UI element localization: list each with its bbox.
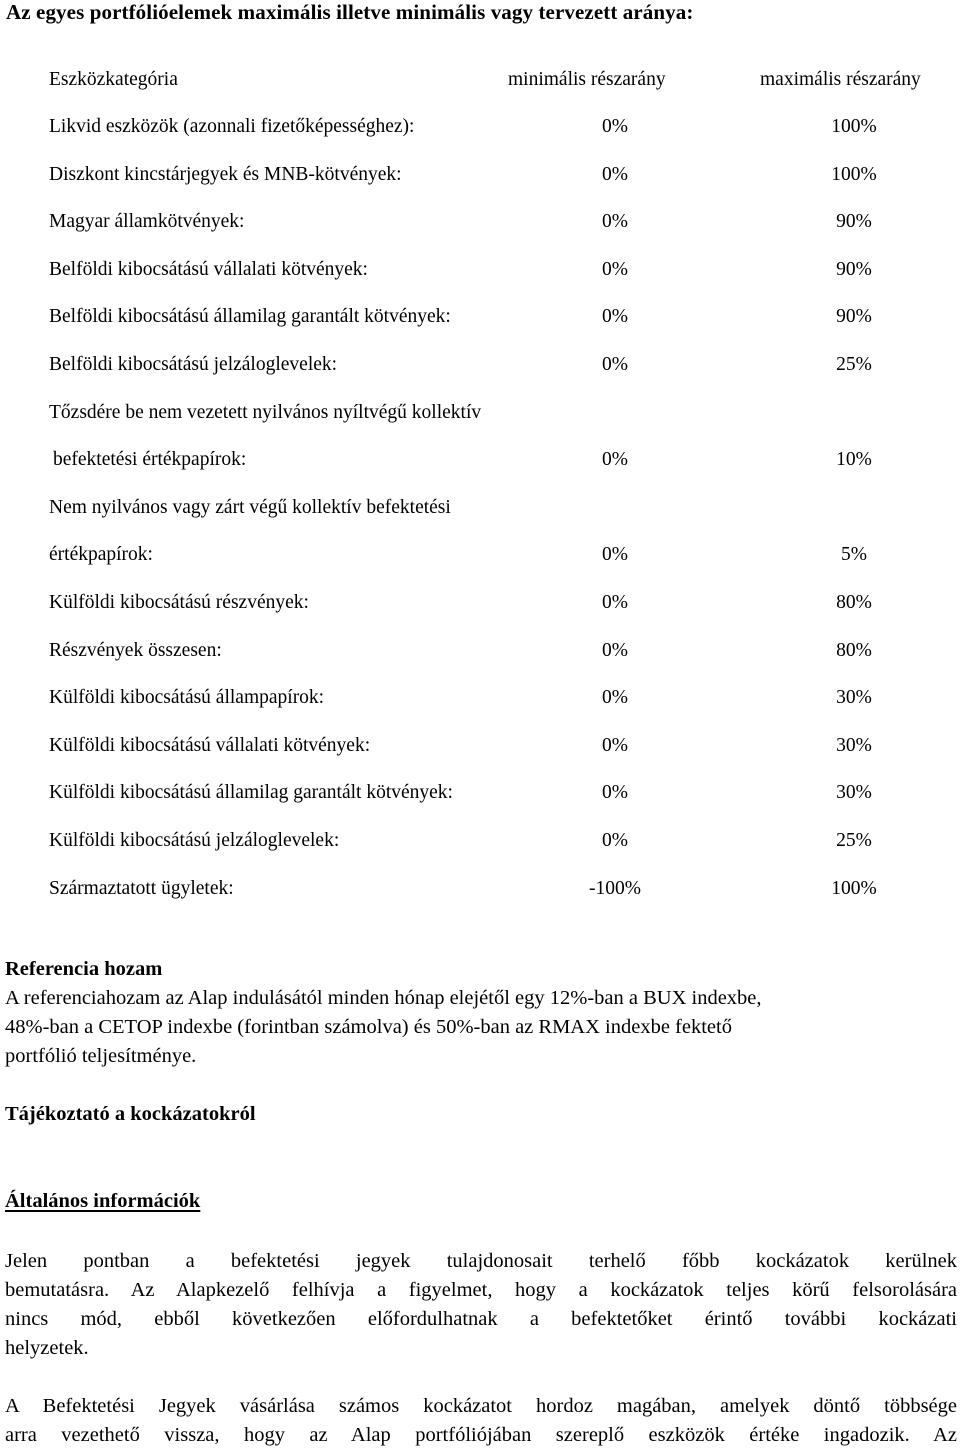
row-label: Tőzsdére be nem vezetett nyilvános nyíltvégű kollektív [49, 402, 482, 423]
row-max: 90% [836, 211, 872, 232]
row-max: 90% [836, 259, 872, 280]
general-heading: Általános információk [5, 1190, 201, 1212]
row-label: Belföldi kibocsátású vállalati kötvények: [49, 259, 368, 280]
row-label: Magyar államkötvények: [49, 211, 245, 232]
row-max: 30% [836, 782, 872, 803]
table-row [0, 497, 960, 521]
table-row [0, 449, 960, 473]
row-label: Külföldi kibocsátású állampapírok: [49, 687, 325, 708]
row-max: 10% [836, 449, 872, 470]
table-row [0, 782, 960, 806]
row-max: 25% [836, 830, 872, 851]
reference-line: 48%-ban a CETOP indexbe (forintban számolva) és 50%-ban az RMAX indexbe fektető [5, 1016, 732, 1038]
table-row [0, 116, 960, 140]
row-min: 0% [602, 782, 628, 803]
row-label: Származtatott ügyletek: [49, 878, 234, 899]
row-label: Külföldi kibocsátású államilag garantált kötvények: [49, 782, 453, 803]
table-row [0, 878, 960, 902]
row-max: 5% [841, 544, 867, 565]
row-min: 0% [602, 449, 628, 470]
row-min: 0% [602, 687, 628, 708]
row-min: 0% [602, 164, 628, 185]
row-max: 100% [831, 878, 877, 899]
row-max: 100% [831, 116, 877, 137]
header-max: maximális részarány [760, 69, 921, 90]
reference-paragraph [5, 984, 957, 1071]
table-row [0, 354, 960, 378]
row-max: 80% [836, 640, 872, 661]
table-row [0, 830, 960, 854]
row-label: Részvények összesen: [49, 640, 222, 661]
row-min: -100% [589, 878, 641, 899]
page-title: Az egyes portfólióelemek maximális illetve minimális vagy tervezett aránya: [6, 0, 694, 24]
row-max: 80% [836, 592, 872, 613]
row-label: Likvid eszközök (azonnali fizetőképességhez): [49, 116, 415, 137]
row-max: 25% [836, 354, 872, 375]
row-max: 90% [836, 306, 872, 327]
table-row [0, 402, 960, 426]
table-row [0, 592, 960, 616]
row-min: 0% [602, 306, 628, 327]
row-max: 30% [836, 735, 872, 756]
table-header-row [0, 69, 960, 93]
table-row [0, 544, 960, 568]
header-category: Eszközkategória [49, 69, 178, 90]
table-row [0, 687, 960, 711]
general-line: nincs mód, ebből következően előfordulhatnak a befektetőket érintő további kockázati [5, 1308, 957, 1330]
row-min: 0% [602, 735, 628, 756]
reference-line: portfólió teljesítménye. [5, 1045, 197, 1067]
row-label: Belföldi kibocsátású államilag garantált kötvények: [49, 306, 451, 327]
risk-heading: Tájékoztató a kockázatokról [5, 1103, 256, 1125]
row-label: értékpapírok: [49, 544, 153, 565]
general-paragraph-2 [5, 1392, 957, 1450]
row-min: 0% [602, 354, 628, 375]
row-label: Külföldi kibocsátású jelzáloglevelek: [49, 830, 340, 851]
row-min: 0% [602, 592, 628, 613]
row-min: 0% [602, 544, 628, 565]
table-row [0, 640, 960, 664]
row-min: 0% [602, 211, 628, 232]
row-label: Belföldi kibocsátású jelzáloglevelek: [49, 354, 338, 375]
general-line: bemutatásra. Az Alapkezelő felhívja a figyelmet, hogy a kockázatok teljes körű felsorolására [5, 1279, 957, 1301]
row-min: 0% [602, 640, 628, 661]
reference-line: A referenciahozam az Alap indulásától minden hónap elejétől egy 12%-ban a BUX indexbe, [5, 987, 762, 1009]
reference-heading: Referencia hozam [5, 958, 163, 980]
row-max: 30% [836, 687, 872, 708]
table-row [0, 211, 960, 235]
row-label: Külföldi kibocsátású részvények: [49, 592, 309, 613]
general-paragraph-1 [5, 1247, 957, 1363]
general-line: arra vezethető vissza, hogy az Alap portfóliójában szereplő eszközök értéke ingadozik. Az [5, 1424, 957, 1446]
table-row [0, 164, 960, 188]
row-label: Nem nyilvános vagy zárt végű kollektív befektetési [49, 497, 451, 518]
general-line: helyzetek. [5, 1337, 89, 1359]
row-label: befektetési értékpapírok: [53, 449, 247, 470]
table-row [0, 259, 960, 283]
general-line: A Befektetési Jegyek vásárlása számos kockázatot hordoz magában, amelyek döntő többsége [5, 1395, 957, 1417]
general-line: Jelen pontban a befektetési jegyek tulajdonosait terhelő főbb kockázatok kerülnek [5, 1250, 957, 1272]
header-min: minimális részarány [508, 69, 666, 90]
row-label: Külföldi kibocsátású vállalati kötvények: [49, 735, 371, 756]
table-row [0, 735, 960, 759]
row-max: 100% [831, 164, 877, 185]
row-label: Diszkont kincstárjegyek és MNB-kötvények: [49, 164, 402, 185]
table-row [0, 306, 960, 330]
row-min: 0% [602, 116, 628, 137]
row-min: 0% [602, 259, 628, 280]
row-min: 0% [602, 830, 628, 851]
